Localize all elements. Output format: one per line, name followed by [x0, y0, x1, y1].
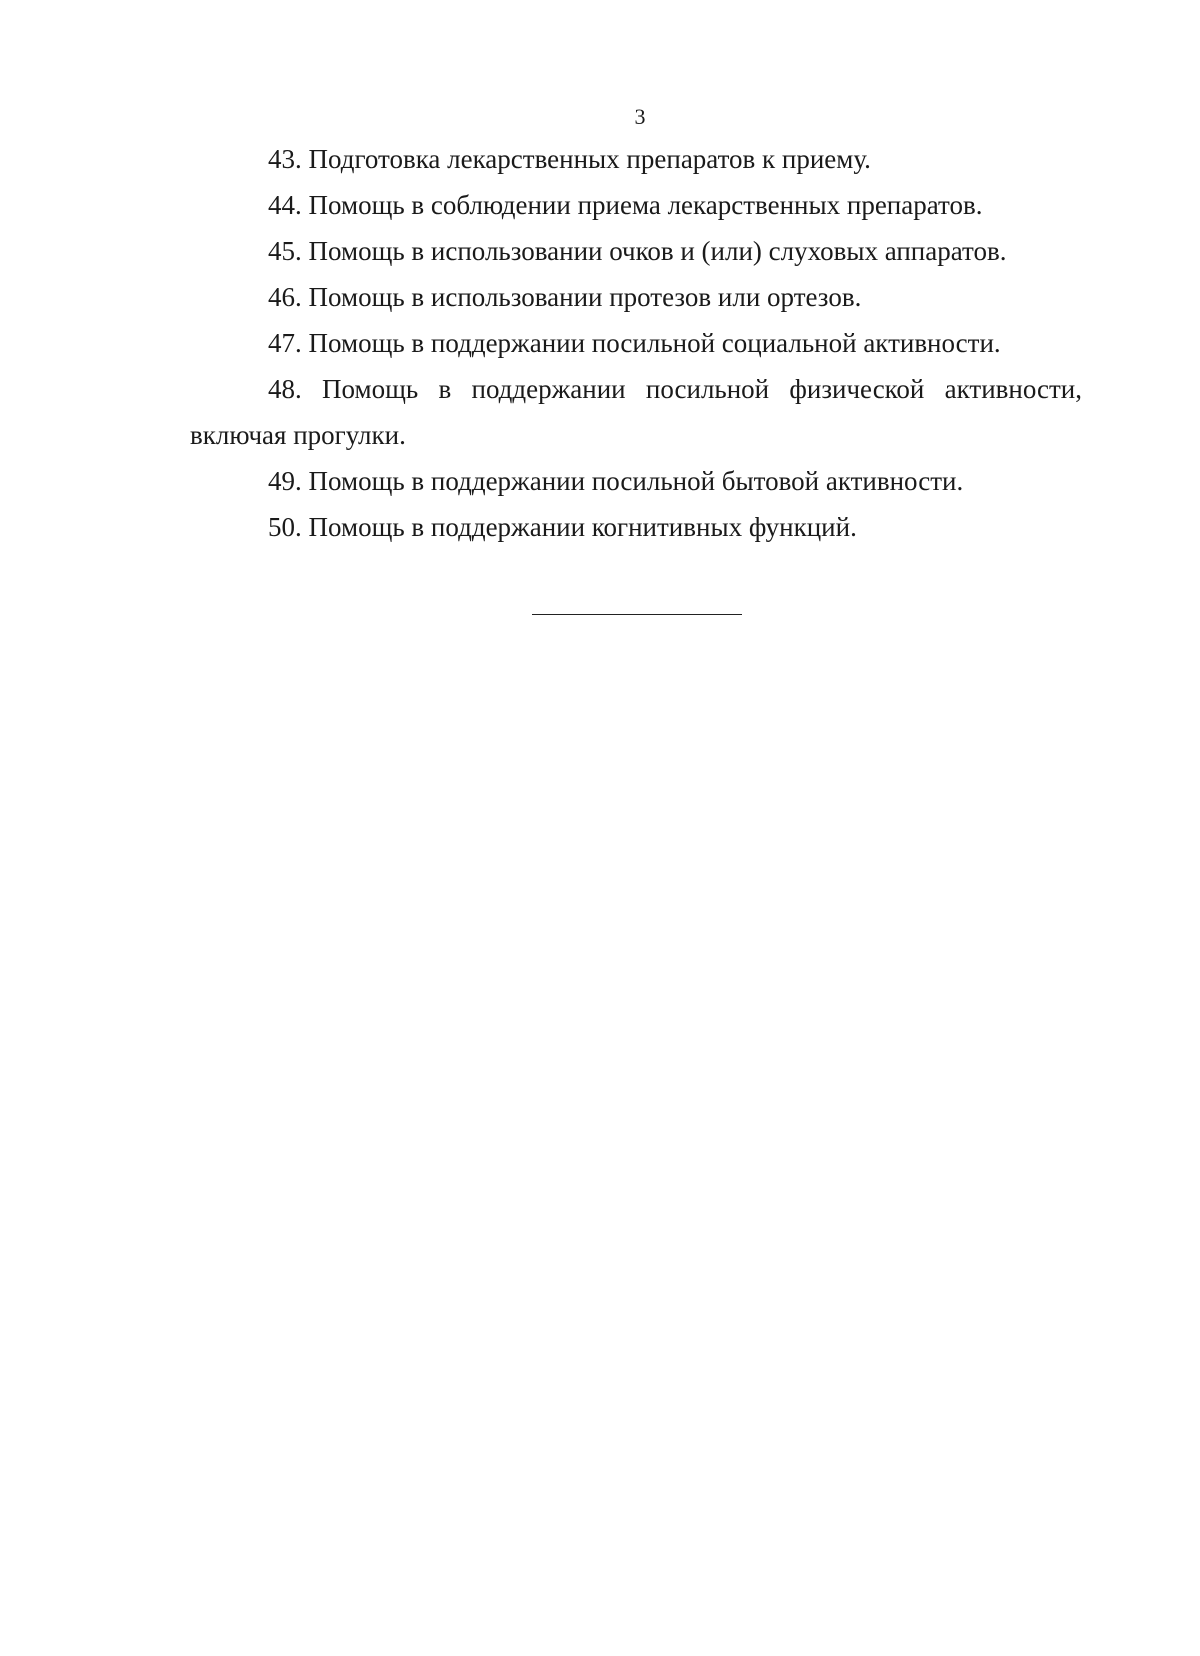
page-number: 3: [634, 104, 646, 129]
numbered-list: [190, 136, 1082, 550]
list-item: 50. Помощь в поддержании когнитивных функций.: [268, 512, 857, 542]
list-item: 43. Подготовка лекарственных препаратов к приему.: [268, 144, 871, 174]
list-item: 49. Помощь в поддержании посильной бытовой активности.: [268, 466, 964, 496]
list-item: 47. Помощь в поддержании посильной социальной активности.: [268, 328, 1001, 358]
list-item: 48. Помощь в поддержании посильной физической активности, включая прогулки.: [190, 374, 1082, 450]
end-separator-line: [532, 614, 742, 615]
list-item: 44. Помощь в соблюдении приема лекарственных препаратов.: [268, 190, 983, 220]
list-item: 46. Помощь в использовании протезов или ортезов.: [268, 282, 862, 312]
list-item: 45. Помощь в использовании очков и (или) слуховых аппаратов.: [268, 236, 1007, 266]
